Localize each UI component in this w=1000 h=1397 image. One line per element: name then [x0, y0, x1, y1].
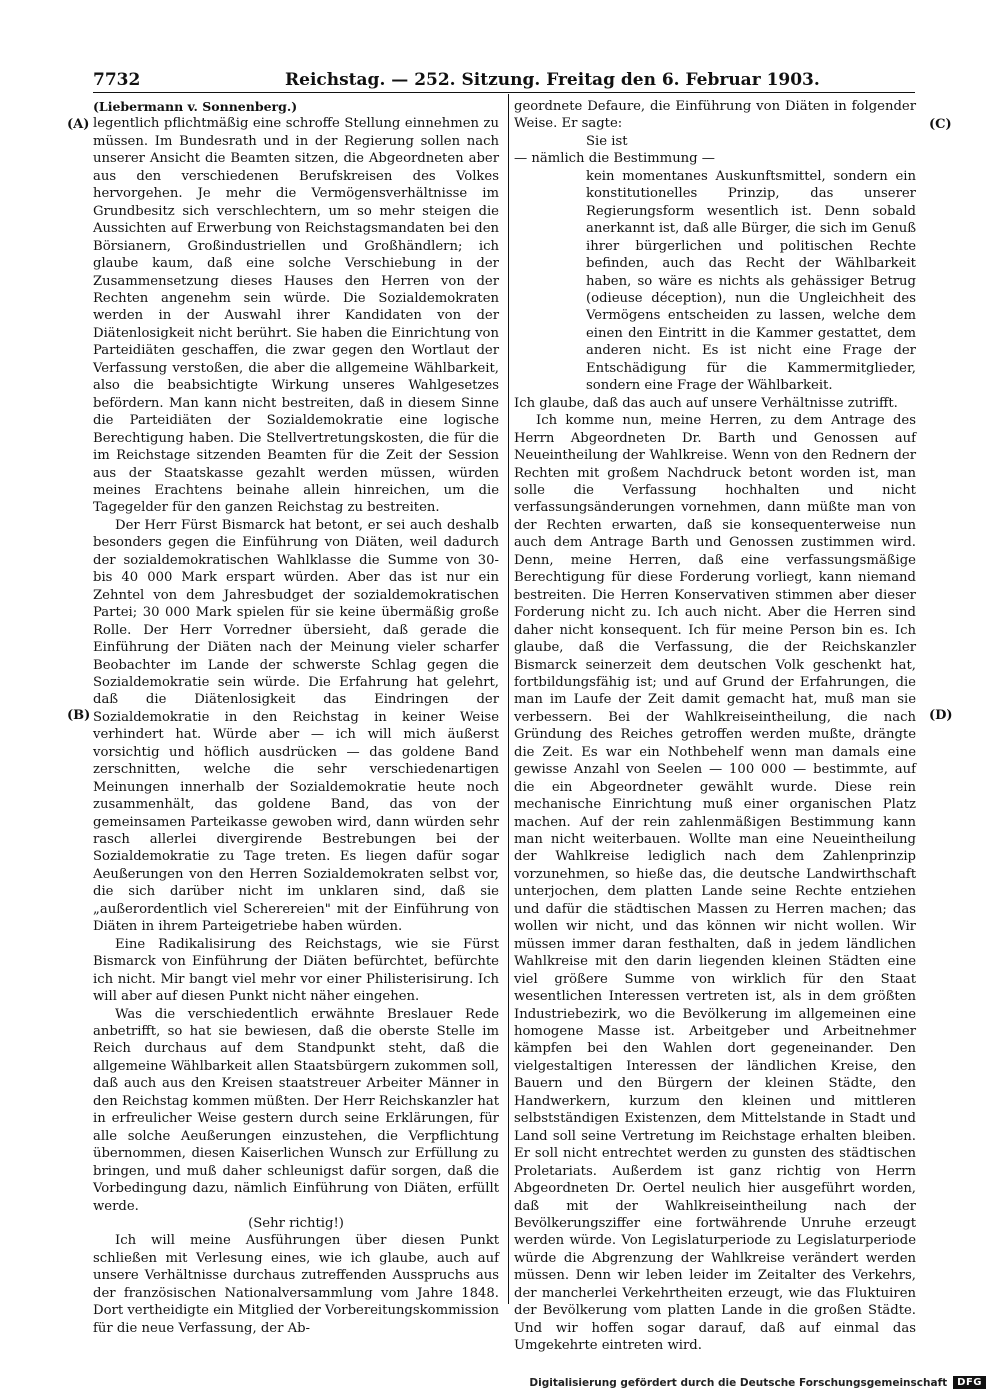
margin-mark-d: (D): [929, 708, 953, 723]
right-column: [514, 98, 916, 1355]
dfg-logo: DFG: [953, 1376, 986, 1389]
column-divider: [508, 94, 509, 1304]
paragraph: Ich glaube, daß das auch auf unsere Verhältnisse zutrifft.: [514, 395, 898, 411]
paragraph: Was die verschiedentlich erwähnte Breslauer Rede anbetrifft, so hat sie bewiesen, daß die oberste Stelle im Reich durchaus auf dem Standpunkt steht, daß die allgemeine Wählbarkeit allen Staatsbürgern zukommen soll, daß auch aus den Kreisen staatstreuer Arbeiter Männer in den Reichstag kommen müßten. Der Herr Reichskanzler hat in erfreulicher Weise gestern durch seine Erklärungen, für alle solche Aeußerungen einzustehen, die Verpflichtung übernommen, diesen Kaiserlichen Wunsch zur Erfüllung zu bringen, und muß daher schleunigst dafür sorgen, daß die Vorbedingung dazu, nämlich Einführung von Diäten, erfüllt werde.: [93, 1006, 499, 1214]
speaker-name: (Liebermann v. Sonnenberg.): [93, 99, 298, 114]
margin-mark-b: (B): [67, 708, 91, 723]
margin-mark-c: (C): [929, 117, 952, 132]
footer-credit: [529, 1376, 986, 1389]
header-rule: [93, 92, 915, 93]
paragraph: legentlich pflichtmäßig eine schroffe Stellung einnehmen zu müssen. Im Bundesrath und in der Regierung sollen nach unserer Ansicht die Beamten sitzen, die Abgeordneten aber aus den verschiedenen Berufskreisen des Volkes hervorgehen. Je mehr die Vermögensverhältnisse im Grundbesitz sich verschlechtern, um so mehr steigen die Aussichten auf Erwerbung von Reichstagsmandaten bei den Börsianern, Großindustriellen und Großhändlern; ich glaube kaum, daß eine solche Verschiebung in der Zusammensetzung dieses Hauses den Herren von der Rechten angenehm sein würde. Die Sozialdemokraten werden in der Auswahl ihrer Kandidaten von der Diätenlosigkeit nicht berührt. Sie haben die Einrichtung von Parteidiäten geschaffen, die zwar gegen den Wortlaut der Verfassung verstoßen, die aber die allgemeine Wählbarkeit, also die beabsichtigte Wirkung unseres Wahlgesetzes befördern. Man kann nicht bestreiten, daß in diesem Sinne die Parteidiäten der Sozialdemokratie eine logische Berechtigung haben. Die Stellvertretungskosten, die für die im Reichstage sitzenden Beamten für die Zeit der Session aus der Staatskasse gezahlt werden müssen, würden meines Erachtens beinahe allein hinreichen, um die Tagegelder für den ganzen Reichstag zu bestreiten.: [93, 116, 499, 516]
paragraph: Ich komme nun, meine Herren, zu dem Antrage des Herrn Abgeordneten Dr. Barth und Genossen auf Neueintheilung der Wahlkreise. Wenn von den Rednern der Rechten mit großem Nachdruck betont worden ist, man solle die Verfassung hochhalten und nicht verfassungsänderungen vornehmen, dann müßte man von der Rechten erwarten, daß sie konsequenterweise nun auch dem Antrage Barth und Genossen zustimmen wird. Denn, meine Herren, daß eine verfassungsmäßige Berechtigung für diese Forderung vorliegt, kann niemand bestreiten. Die Herren Konservativen stimmen aber dieser Forderung nicht zu. Ich auch nicht. Aber die Herren sind daher nicht konsequent. Ich für meine Person bin es. Ich glaube, daß die Verfassung, die der Reichskanzler Bismarck seinerzeit dem deutschen Volk geschenkt hat, fortbildungsfähig ist; und auf Grund der Erfahrungen, die man im Laufe der Zeit damit gemacht hat, muß man sie verbessern. Bei der Wahlkreiseintheilung, die nach Gründung des Reiches getroffen werden mußte, drängte die Zeit. Es war ein Nothbehelf wenn man damals eine gewisse Anzahl von Seelen — 100 000 — bestimmte, auf die ein Abgeordneter gewählt wurde. Diese rein mechanische Einrichtung muß einer organischen Platz machen. Auf der rein zahlenmäßigen Bestimmung kann man nicht weiterbauen. Wollte man eine Neueintheilung der Wahlkreise lediglich nach dem Zahlenprinzip vorzunehmen, so hieße das, die deutsche Landwirthschaft unterjochen, dem platten Lande seine Rechte entziehen und dafür die städtischen Massen zu Herren machen; das wollen wir nicht, und das können wir nicht wollen. Wir müssen immer daran festhalten, daß in jedem ländlichen Wahlkreise mit den darin liegenden kleinen Städten eine viel größere Summe von wirklich für den Staat wesentlichen Interessen vertreten ist, als in dem größten Industriebezirk, wo die Bevölkerung im allgemeinen eine homogene Masse ist. Arbeitgeber und Arbeitnehmer kämpfen bei den Wahlen dort gegeneinander. Den vielgestaltigen Interessen der ländlichen Kreise, den Bauern und den Bürgern der kleinen Städte, den Handwerkern, kurzum den kleinen und mittleren selbstständigen Existenzen, dem Mittelstande in Stadt und Land soll seine Vertretung im Reichstage erhalten bleiben. Er soll nicht entrechtet werden zu gunsten des städtischen Proletariats. Außerdem ist ganz richtig von Herrn Abgeordneten Dr. Oertel neulich hier ausgeführt worden, daß mit der Wahlkreiseintheilung nach der Bevölkerungsziffer eine fortwährende Unruhe erzeugt werden würde. Von Legislaturperiode zu Legislaturperiode würde die Abgrenzung der Wahlkreise verändert werden müssen. Denn wir leben leider im Zeitalter des Verkehrs, der mancherlei Verkehrtheiten erzeugt, wie das Fluktuiren der Bevölkerung vom platten Lande in die großen Städte. Und wir hoffen sogar darauf, daß auf einmal das Umgekehrte eintreten wird.: [514, 413, 916, 1354]
paragraph: Ich will meine Ausführungen über diesen Punkt schließen mit Verlesung eines, wie ich glaube, auch auf unsere Verhältnisse durchaus zutreffenden Ausspruchs aus der französischen Nationalversammlung vom Jahre 1848. Dort vertheidigte ein Mitglied der Vorbereitungskommission für die neue Verfassung, der Ab-: [93, 1233, 499, 1336]
quote-lead: Sie ist: [586, 133, 628, 149]
footer-text: Digitalisierung gefördert durch die Deutsche Forschungsgemeinschaft: [529, 1376, 948, 1389]
paragraph: Der Herr Fürst Bismarck hat betont, er sei auch deshalb besonders gegen die Einführung von Diäten, weil dadurch der sozialdemokratischen Wahlklasse die Summe von 30- bis 40 000 Mark erspart würden. Aber das ist nur ein Zehntel von dem Jahresbudget der sozialdemokratischen Partei; 30 000 Mark spielen für sie keine übermäßig große Rolle. Der Herr Vorredner übersieht, daß gerade die Einführung der Diäten nach der Meinung vieler scharfer Beobachter im Lande der schwerste Schlag gegen die Sozialdemokratie sein würde. Die Erfahrung hat gelehrt, daß die Diätenlosigkeit das Eindringen der Sozialdemokratie in den Reichstag in keiner Weise verhindert hat. Würde aber — ich will mich äußerst vorsichtig und höflich ausdrücken — das goldene Band zerschnitten, welche die sehr verschiedenartigen Meinungen innerhalb der Sozialdemokratie heute noch zusammenhält, das goldene Band, das von der gemeinsamen Parteikasse gewoben wird, dann würden sehr rasch allerlei divergirende Bestrebungen bei der Sozialdemokratie zu Tage treten. Es liegen dafür sogar Aeußerungen von den Herren Sozialdemokraten selbst vor, die sich darüber nicht im unklaren sind, daß sie „außerordentlich viel Scherereien" mit der Einführung von Diäten in ihrem Parteigetriebe haben würden.: [93, 517, 499, 935]
paragraph: geordnete Defaure, die Einführung von Diäten in folgender Weise. Er sagte:: [514, 99, 916, 132]
running-header: Reichstag. — 252. Sitzung. Freitag den 6. Februar 1903.: [285, 70, 820, 90]
paragraph: Eine Radikalisirung des Reichstags, wie sie Fürst Bismarck von Einführung der Diäten befürchtet, befürchte ich nicht. Mir bangt viel mehr vor einer Philisterisirung. Ich will aber auf diesen Punkt nicht näher eingehen.: [93, 936, 499, 1005]
quote-lead: — nämlich die Bestimmung —: [514, 151, 715, 167]
margin-mark-a: (A): [67, 117, 90, 132]
block-quote: kein momentanes Auskunftsmittel, sondern ein konstitutionelles Prinzip, das unserer Regierungsform wesentlich ist. Denn sobald anerkannt ist, daß alle Bürger, die sich im Genuß ihrer bürgerlichen und politischen Rechte befinden, auch das Recht der Wählbarkeit haben, so wäre es nichts als gehässiger Betrug (odieuse déception), nun die Ungleichheit des Vermögens entscheiden zu lassen, welche dem einen den Eintritt in die Kammer gestattet, dem anderen nicht. Es ist nicht eine Frage der Entschädigung für die Kammermitglieder, sondern eine Frage der Wählbarkeit.: [586, 168, 916, 394]
page-number: 7732: [93, 70, 141, 90]
interjection: (Sehr richtig!): [248, 1216, 344, 1231]
left-column: [93, 98, 499, 1337]
